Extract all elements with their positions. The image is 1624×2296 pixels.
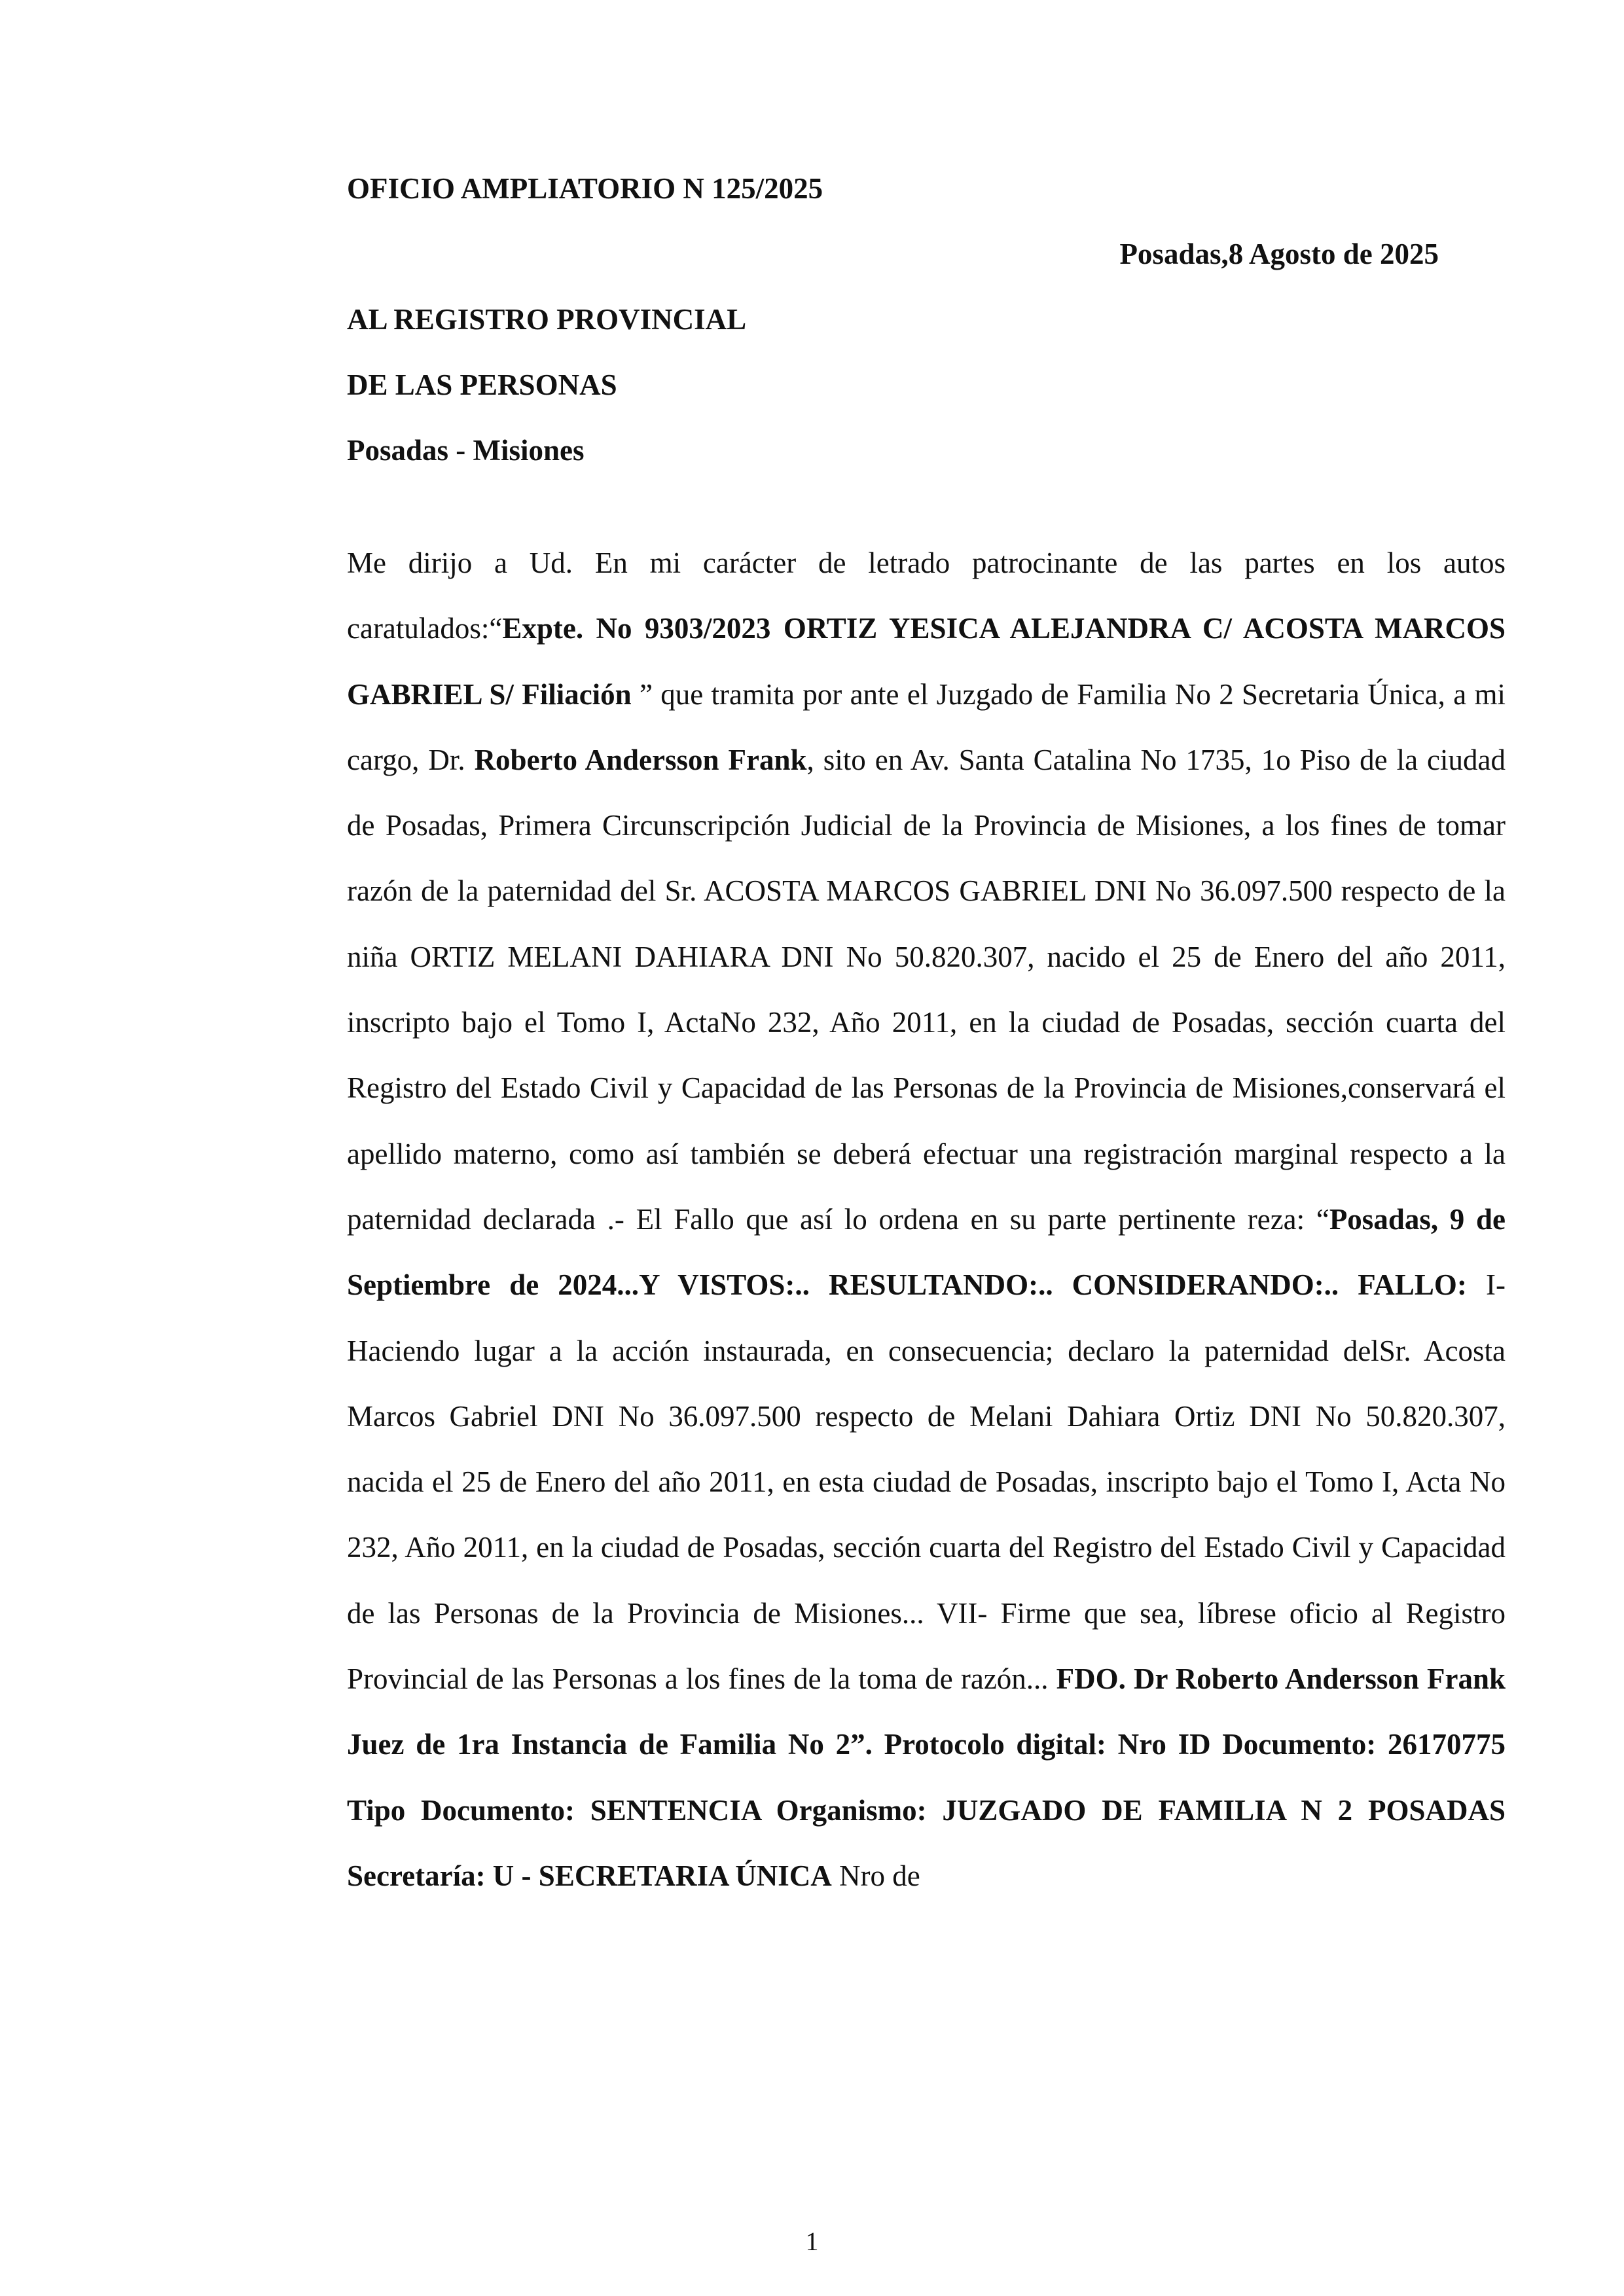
body-text-segment: Nro de xyxy=(831,1859,920,1892)
body-text-segment: ” que tramita por ante el Juzgado de Familia No 2 Secretaria Única, a mi cargo, Dr. xyxy=(347,677,1506,776)
recipient-line-2: DE LAS PERSONAS xyxy=(347,368,617,401)
body-paragraph xyxy=(347,530,1506,1909)
judge-name: Roberto Andersson Frank xyxy=(474,743,807,776)
ruling-heading: Posadas, 9 de Septiembre de 2024...Y VISTOS:.. RESULTANDO:.. CONSIDERANDO:.. FALLO: xyxy=(347,1202,1506,1302)
body-text-segment: , sito en Av. Santa Catalina No 1735, 1o Piso de la ciudad de Posadas, Primera Circunscripción Judicial de la Provincia de Misiones, a los fines de tomar razón de la paternidad del Sr. ACOSTA MARCOS GABRIEL DNI No 36.097.500 respecto de la niña ORTIZ MELANI DAHIARA DNI No 50.820.307, nacido el 25 de Enero del año 2011, inscripto bajo el Tomo I, ActaNo 232, Año 2011, en la ciudad de Posadas, sección cuarta del Registro del Estado Civil y Capacidad de las Personas de la Provincia de Misiones,conservará el apellido materno, como así también se deberá efectuar una registración marginal respecto a la paternidad declarada .- El Fallo que así lo ordena en su parte pertinente reza: “ xyxy=(347,743,1506,1236)
case-reference: Expte. No 9303/2023 ORTIZ YESICA ALEJANDRA C/ ACOSTA MARCOS GABRIEL S/ Filiación xyxy=(347,612,1506,711)
recipient-line-1: AL REGISTRO PROVINCIAL xyxy=(347,303,747,336)
oficio-title: OFICIO AMPLIATORIO N 125/2025 xyxy=(347,172,823,205)
ruling-text: I- Haciendo lugar a la acción instaurada, en consecuencia; declaro la paternidad delSr. Acosta Marcos Gabriel DNI No 36.097.500 respecto de Melani Dahiara Ortiz DNI No 50.820.307, nacida el 25 de Enero del año 2011, en esta ciudad de Posadas, inscripto bajo el Tomo I, Acta No 232, Año 2011, en la ciudad de Posadas, sección cuarta del Registro del Estado Civil y Capacidad de las Personas de la Provincia de Misiones... VII- Firme que sea, líbrese oficio al Registro Provincial de las Personas a los fines de la toma de razón... xyxy=(347,1268,1506,1696)
page-number: 1 xyxy=(805,2227,819,2256)
recipient-line-3: Posadas - Misiones xyxy=(347,434,585,467)
body-text-segment: Me dirijo a Ud. En mi carácter de letrado patrocinante de las partes en los autos caratulados:“ xyxy=(347,547,1506,645)
date-place: Posadas,8 Agosto de 2025 xyxy=(1119,238,1439,270)
signature-protocol: FDO. Dr Roberto Andersson Frank Juez de 1ra Instancia de Familia No 2”. Protocolo digital: Nro ID Documento: 26170775 Tipo Documento: SENTENCIA Organismo: JUZGADO DE FAMILIA N 2 POSADAS Secretaría: U - SECRETARIA ÚNICA xyxy=(347,1662,1506,1892)
